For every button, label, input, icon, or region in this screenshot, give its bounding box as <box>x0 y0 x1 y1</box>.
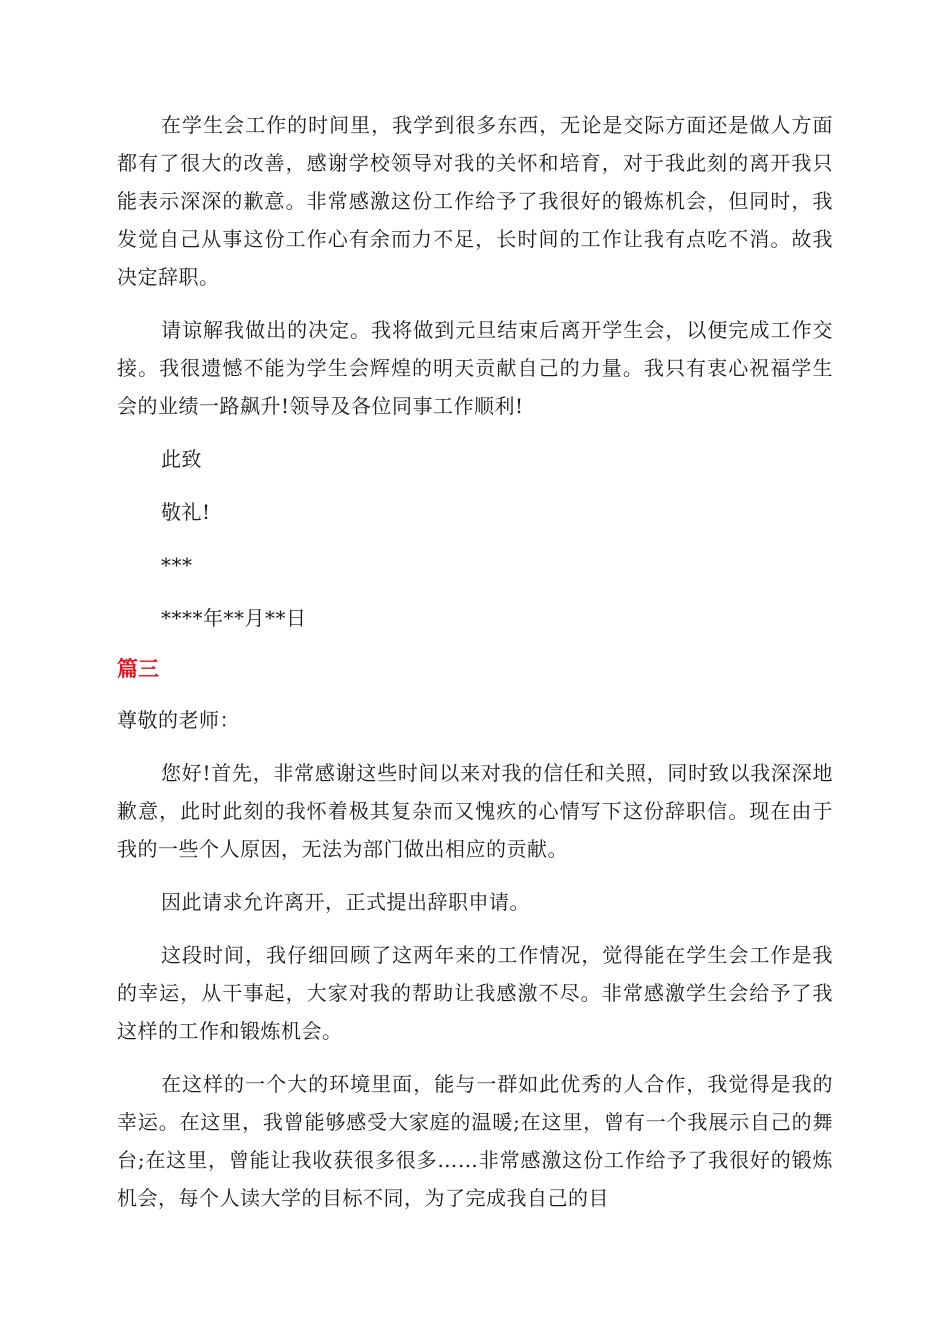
body-paragraph: 您好!首先，非常感谢这些时间以来对我的信任和关照，同时致以我深深地歉意，此时此刻的我怀着极其复杂而又愧疚的心情写下这份辞职信。现在由于我的一些个人原因，无法为部门做出相应的贡献。 <box>117 761 833 861</box>
body-paragraph: 请谅解我做出的决定。我将做到元旦结束后离开学生会，以便完成工作交接。我很遗憾不能为学生会辉煌的明天贡献自己的力量。我只有衷心祝福学生会的业绩一路飙升!领导及各位同事工作顺利! <box>117 318 833 418</box>
closing-line: 敬礼! <box>161 500 211 524</box>
body-paragraph: 这段时间，我仔细回顾了这两年来的工作情况，觉得能在学生会工作是我的幸运，从干事起，大家对我的帮助让我感激不尽。非常感激学生会给予了我这样的工作和锻炼机会。 <box>117 943 833 1043</box>
body-paragraph: 因此请求允许离开，正式提出辞职申请。 <box>161 890 530 914</box>
salutation: 尊敬的老师： <box>117 708 240 732</box>
document-page <box>117 106 833 1217</box>
body-paragraph: 在学生会工作的时间里，我学到很多东西，无论是交际方面还是做人方面都有了很大的改善，感谢学校领导对我的关怀和培育，对于我此刻的离开我只能表示深深的歉意。非常感激这份工作给予了我很好的锻炼机会，但同时，我发觉自己从事这份工作心有余而力不足，长时间的工作让我有点吃不消。故我决定辞职。 <box>117 113 833 289</box>
section-heading: 篇三 <box>117 657 159 681</box>
closing-line: 此致 <box>161 447 202 471</box>
date-line: ****年**月**日 <box>161 606 307 630</box>
body-paragraph: 在这样的一个大的环境里面，能与一群如此优秀的人合作，我觉得是我的幸运。在这里，我曾能够感受大家庭的温暖;在这里，曾有一个我展示自己的舞台;在这里，曾能让我收获很多很多……非常感激这份工作给予了我很好的锻炼机会，每个人读大学的目标不同，为了完成我自己的目 <box>117 1072 833 1210</box>
signature: *** <box>161 553 193 577</box>
